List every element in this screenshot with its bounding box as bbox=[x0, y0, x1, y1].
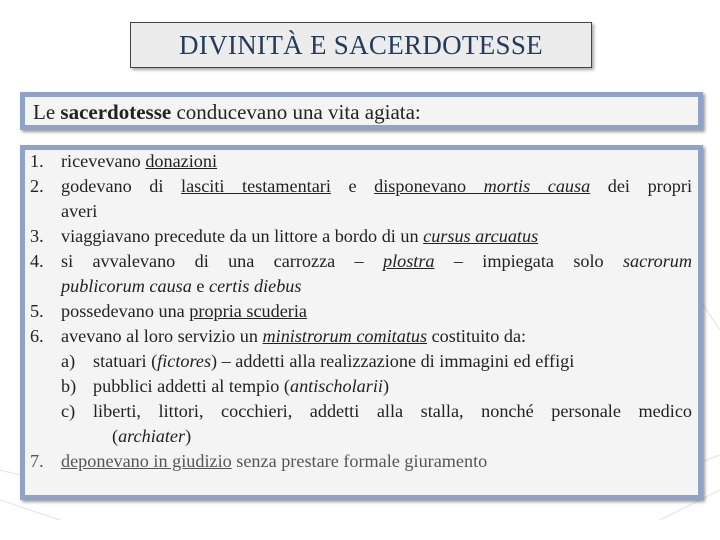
title-box bbox=[130, 22, 592, 68]
sub-item: c) liberti, littori, cocchieri, addetti alla stalla, nonché personale medico bbox=[61, 401, 692, 421]
list-item-continuation: averi bbox=[61, 201, 98, 221]
intro-bold-word: sacerdotesse bbox=[60, 100, 172, 124]
list-item: 1. ricevevano donazioni bbox=[30, 151, 218, 171]
list-item: 6. avevano al loro servizio un ministrorum comitatus costituito da: a) statuari (fictores) – addetti alla realizzazione di immagini ed effigi b) pubblici addetti al tempio (antischolarii) c) liberti, littori, cocchieri, addetti alla stalla, nonché personale medico (archiater) bbox=[30, 324, 692, 449]
list-item: 7. deponevano in giudizio senza prestare formale giuramento bbox=[30, 451, 488, 471]
sub-item: b) pubblici addetti al tempio (antischolarii) bbox=[61, 376, 390, 396]
slide-title: DIVINITÀ E SACERDOTESSE bbox=[179, 29, 543, 60]
numbered-list bbox=[30, 149, 692, 474]
sub-item: a) statuari (fictores) – addetti alla realizzazione di immagini ed effigi bbox=[61, 351, 575, 371]
list-item: 3. viaggiavano precedute da un littore a bordo di un cursus arcuatus bbox=[30, 226, 539, 246]
list-item: 2. godevano di lasciti testamentari e disponevano mortis causa dei propri bbox=[30, 176, 693, 196]
list-item-continuation: publicorum causa e certis diebus bbox=[61, 276, 302, 296]
sub-item-continuation: (archiater) bbox=[112, 426, 192, 446]
list-item: 4. si avvalevano di una carrozza – plostra – impiegata solo sacrorum bbox=[30, 251, 693, 271]
intro-box: Le sacerdotesse conducevano una vita agiata: bbox=[20, 92, 703, 130]
list-item: 5. possedevano una propria scuderia bbox=[30, 301, 307, 321]
